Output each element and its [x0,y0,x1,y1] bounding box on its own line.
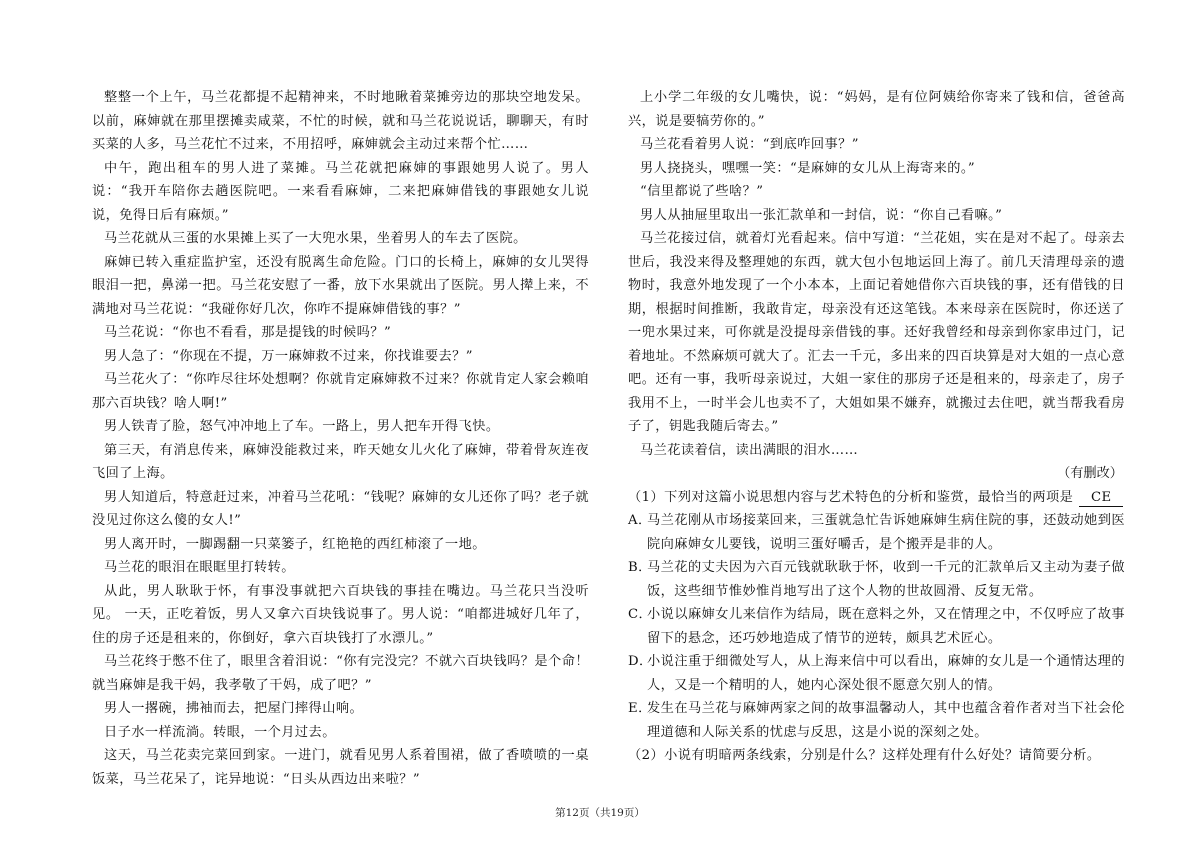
paragraph: “信里都说了些啥？” [640,184,764,199]
option-text: 发生在马兰花与麻婶两家之间的故事温馨动人，其中也蕴含着作者对当下社会伦理道德和人际关系的忧虑与反思，这是小说的深刻之处。 [647,701,1125,740]
option-label: D． [628,654,653,669]
paragraph: 马兰花说：“你也不看看，那是提钱的时候吗？” [104,325,392,340]
paragraph: 男人铁青了脸，怒气冲冲地上了车。一路上，男人把车开得飞快。 [104,419,500,434]
option-text: 马兰花刚从市场接菜回来，三蛋就急忙告诉她麻婶生病住院的事，还鼓动她到医院向麻婶女儿要钱，说明三蛋好嚼舌，是个搬弄是非的人。 [647,513,1125,552]
option-text: 马兰花的丈夫因为六百元钱就耿耿于怀，收到一千元的汇款单后又主动为妻子做饭，这些细节惟妙惟肖地写出了这个人物的世故圆滑、反复无常。 [647,560,1125,599]
paragraph: 男人急了：“你现在不提，万一麻婶救不过来，你找谁要去？” [104,348,473,364]
option-text: 小说注重于细微处写人，从上海来信中可以看出，麻婶的女儿是一个通情达理的人，又是一个精明的人，她内心深处很不愿意欠别人的情。 [647,654,1125,693]
paragraph: 马兰花的眼泪在眼眶里打转转。 [104,560,295,575]
option-label: A． [628,513,652,528]
source-note: （有删改） [1057,466,1123,481]
question-1-answer: CE [1079,489,1123,507]
paragraph: 整整一个上午，马兰花都提不起精神来，不时地瞅着菜摊旁边的那块空地发呆。以前，麻婶就在那里摆摊卖咸菜，不忙的时候，就和马兰花说说话，聊聊天，有时买菜的人多，马兰花忙不过来，不用招呼，麻婶就会主动过来帮个忙…… [92,90,589,152]
option-b [628,556,1125,603]
page-number: 第12页（共19页） [555,807,645,819]
paragraph: 马兰花终于憋不住了，眼里含着泪说：“你有完没完？不就六百块钱吗？是个命！就当麻婶是我干妈，我孝敬了干妈，成了吧？” [92,654,589,693]
paragraph: 男人知道后，特意赶过来，冲着马兰花吼：“钱呢？麻婶的女儿还你了吗？老子就没见过你这么傻的女人!” [92,489,589,528]
paragraph: 马兰花火了：“你咋尽往坏处想啊？你就肯定麻婶救不过来？你就肯定人家会赖咱那六百块钱？啥人啊!” [92,372,589,411]
right-column [628,86,1125,768]
paragraph: 马兰花接过信，就着灯光看起来。信中写道：“兰花姐，实在是对不起了。母亲去世后，我没来得及整理她的东西，就大包小包地运回上海了。前几天清理母亲的遗物时，我意外地发现了一个小本本，上面记着她借你六百块钱的事，还有借钱的日期，根据时间推断，我敢肯定，母亲没有还这笔钱。本来母亲在医院时，你还送了一兜水果过来，可你就是没提母亲借钱的事。还好我曾经和母亲到你家串过门，记着地址。不然麻烦可就大了。汇去一千元，多出来的四百块算是对大姐的一点心意吧。还有一事，我听母亲说过，大姐一家住的那房子还是租来的，母亲走了，房子我用不上，一时半会儿也卖不了，大姐如果不嫌弃，就搬过去住吧，就当帮我看房子了，钥匙我随后寄去。” [628,231,1125,434]
paragraph: 男人一撂碗，拂袖而去，把屋门摔得山响。 [104,701,364,716]
left-column [92,86,589,791]
paragraph: 这天，马兰花卖完菜回到家。一进门，就看见男人系着围裙，做了香喷喷的一桌饭菜，马兰花呆了，诧异地说：“日头从西边出来啦？” [92,748,589,787]
paragraph: 上小学二年级的女儿嘴快，说：“妈妈，是有位阿姨给你寄来了钱和信，爸爸高兴，说是要犒劳你的。” [628,90,1125,129]
paragraph: 麻婶已转入重症监护室，还没有脱离生命危险。门口的长椅上，麻婶的女儿哭得眼泪一把，鼻涕一把。马兰花安慰了一番，放下水果就出了医院。男人撵上来，不满地对马兰花说：“我碰你好几次，你咋不提麻婶借钱的事？” [92,254,589,317]
paragraph: 中午，跑出租车的男人进了菜摊。马兰花就把麻婶的事跟她男人说了。男人说：“我开车陪你去趟医院吧。一来看看麻婶，二来把麻婶借钱的事跟她女儿说说，免得日后有麻烦。” [92,160,589,223]
option-label: B． [628,560,652,575]
option-label: E． [628,701,652,716]
option-label: C． [628,607,653,622]
option-text: 小说以麻婶女儿来信作为结局，既在意料之外，又在情理之中，不仅呼应了故事留下的悬念，还巧妙地造成了情节的逆转，颇具艺术匠心。 [647,607,1125,646]
paragraph: 马兰花看着男人说：“到底咋回事？” [640,137,859,152]
paragraph: 第三天，有消息传来，麻婶没能救过来，昨天她女儿火化了麻婶，带着骨灰连夜飞回了上海。 [92,442,589,481]
paragraph: 男人挠挠头，嘿嘿一笑：“是麻婶的女儿从上海寄来的。” [640,160,976,176]
option-e [628,697,1125,744]
question-1 [628,486,1125,510]
paragraph: 从此，男人耿耿于怀，有事没事就把六百块钱的事挂在嘴边。马兰花只当没听见。 一天，正吃着饭，男人又拿六百块钱说事了。男人说：“咱都进城好几年了，住的房子还是租来的，你倒好，拿六百块钱打了水漂儿。” [92,583,589,646]
question-1-text: （1）下列对这篇小说思想内容与艺术特色的分析和鉴赏，最恰当的两项是 [628,489,1074,505]
paragraph: 马兰花读着信，读出满眼的泪水…… [640,442,859,458]
paragraph: 日子水一样流淌。转眼，一个月过去。 [104,724,336,740]
option-a [628,509,1125,556]
option-d [628,650,1125,697]
paragraph: 男人从抽屉里取出一张汇款单和一封信，说：“你自己看嘛。” [640,207,1003,223]
option-c [628,603,1125,650]
paragraph: 马兰花就从三蛋的水果摊上买了一大兜水果，坐着男人的车去了医院。 [104,231,527,246]
paragraph: 男人离开时，一脚踢翻一只菜篓子，红艳艳的西红柿滚了一地。 [104,536,486,552]
question-2: （2）小说有明暗两条线索，分别是什么？这样处理有什么好处？请简要分析。 [628,748,1101,763]
